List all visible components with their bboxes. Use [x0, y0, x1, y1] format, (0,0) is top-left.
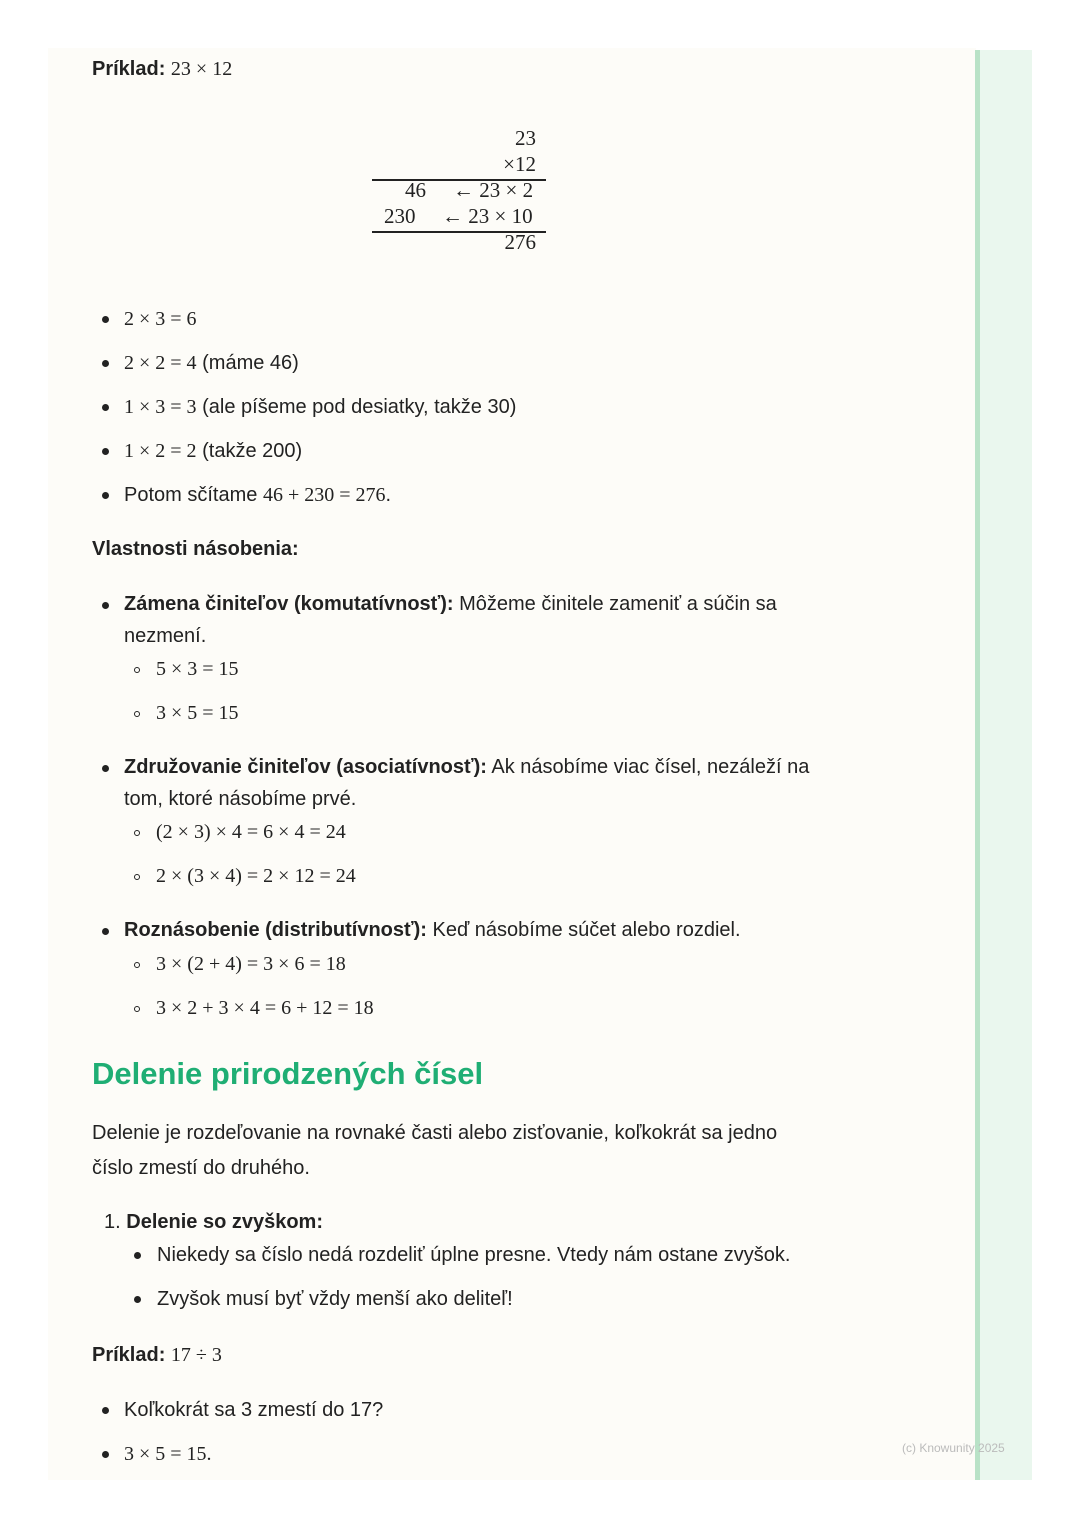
sub-list-item: 3 × 2 + 3 × 4 = 6 + 12 = 18	[124, 991, 374, 1025]
example-line: Príklad: 17 ÷ 3	[92, 1344, 222, 1366]
sub-list-item: 5 × 3 = 15	[124, 652, 239, 686]
properties-title: Vlastnosti násobenia:	[92, 538, 299, 560]
property-item: Roznásobenie (distributívnosť): Keď násobíme súčet alebo rozdiel.	[92, 914, 852, 946]
example-expression: 23 × 12	[170, 58, 233, 80]
partial-note-1: ← 23 × 2	[453, 178, 534, 202]
watermark: (c) Knowunity 2025	[902, 1441, 1005, 1455]
multiplicand: 23	[515, 126, 536, 150]
list-item: Niekedy sa číslo nedá rozdeliť úplne presne. Vtedy nám ostane zvyšok.	[124, 1238, 790, 1272]
list-item: Zvyšok musí byť vždy menší ako deliteľ!	[124, 1282, 513, 1316]
multiplier: ×12	[503, 152, 536, 176]
list-item: 2 × 2 = 4 (máme 46)	[92, 346, 299, 380]
ordered-item: 1. Delenie so zvyškom:	[104, 1211, 323, 1233]
list-item: Koľkokrát sa 3 zmestí do 17?	[92, 1393, 383, 1427]
property-item: Združovanie činiteľov (asociatívnosť): Ak násobíme viac čísel, nezáleží na tom, ktoré násobíme prvé.	[92, 751, 852, 815]
partial-product-2: 230	[384, 204, 416, 228]
list-item: 1 × 3 = 3 (ale píšeme pod desiatky, takže 30)	[92, 390, 516, 424]
list-item: 2 × 3 = 6	[92, 302, 197, 336]
sub-list-item: 3 × 5 = 15	[124, 696, 239, 730]
sidebar-panel	[975, 50, 1032, 1480]
list-item: 3 × 5 = 15.	[92, 1437, 212, 1471]
list-item: 1 × 2 = 2 (takže 200)	[92, 434, 302, 468]
division-intro: Delenie je rozdeľovanie na rovnaké časti alebo zisťovanie, koľkokrát sa jedno číslo zmestí do druhého.	[92, 1122, 778, 1179]
product-result: 276	[504, 230, 536, 254]
property-item: Zámena činiteľov (komutatívnosť): Môžeme činitele zameniť a súčin sa nezmení.	[92, 588, 852, 652]
partial-note-2: ← 23 × 10	[442, 204, 533, 228]
list-item: Potom sčítame 46 + 230 = 276.	[92, 478, 391, 512]
partial-product-1: 46	[405, 178, 426, 202]
sub-list-item: 2 × (3 × 4) = 2 × 12 = 24	[124, 859, 356, 893]
example-line	[92, 52, 232, 86]
sub-list-item: (2 × 3) × 4 = 6 × 4 = 24	[124, 815, 346, 849]
sub-list-item: 3 × (2 + 4) = 3 × 6 = 18	[124, 947, 346, 981]
section-heading: Delenie prirodzených čísel	[92, 1056, 484, 1091]
long-multiplication	[372, 126, 546, 260]
example-label: Príklad:	[92, 58, 166, 80]
